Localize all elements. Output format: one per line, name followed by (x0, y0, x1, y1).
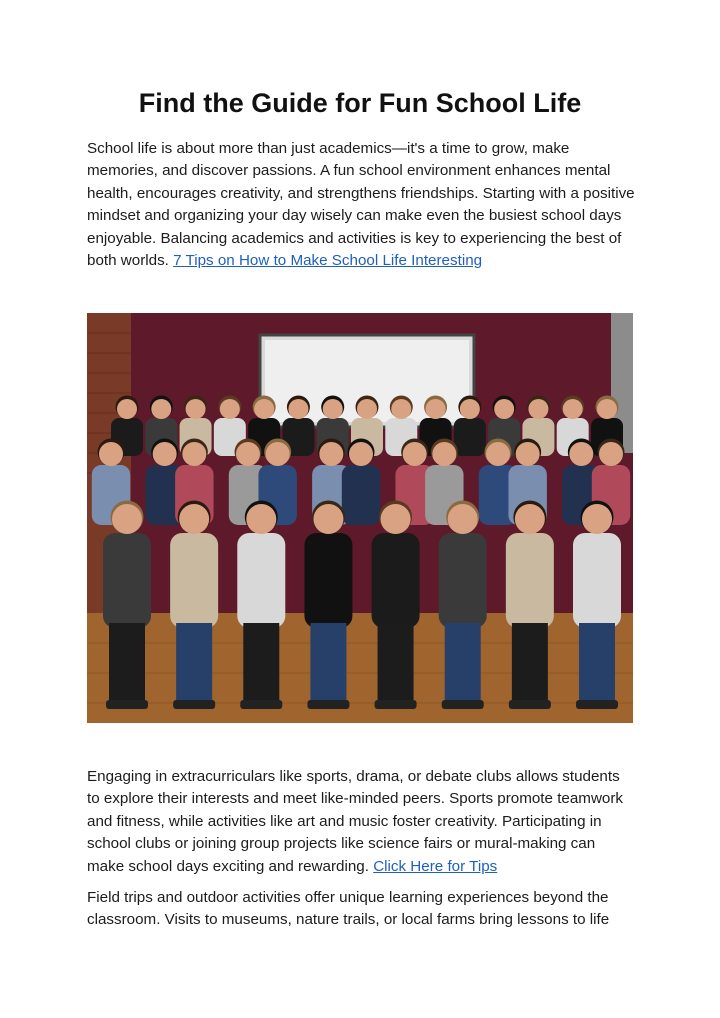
click-here-link[interactable]: Click Here for Tips (373, 857, 498, 875)
student-figure (454, 396, 486, 457)
intro-text: School life is about more than just academics—it's a time to grow, make memories, and discover passions. A fun school environment enhances mental health, encourages creativity, and strengthens friendships. Starting with a positive mindset and organizing your day wisely can make even the busiest school days enjoyable. Balancing academics and activities is key to experiencing the best of both worlds. (87, 140, 635, 270)
student-figure (342, 439, 380, 526)
group-photo (87, 313, 633, 723)
tips-link[interactable]: 7 Tips on How to Make School Life Interesting (173, 252, 483, 270)
intro-paragraph (87, 138, 635, 272)
group-photo-illustration (87, 313, 633, 723)
extracurriculars-text: Engaging in extracurriculars like sports, drama, or debate clubs allows students to explore their interests and meet like-minded peers. Sports promote teamwork and fitness, while activities like art and music foster creativity. Participating in school clubs or joining group projects like science fairs or mural-making can make school days exciting and rewarding. (87, 768, 624, 875)
page-title: Find the Guide for Fun School Life (138, 88, 582, 118)
extracurriculars-paragraph (87, 766, 635, 878)
field-trips-paragraph: Field trips and outdoor activities offer unique learning experiences beyond the classroom. Visits to museums, nature trails, or local farms bring lessons to life (87, 889, 610, 929)
wood-floor (87, 613, 633, 723)
